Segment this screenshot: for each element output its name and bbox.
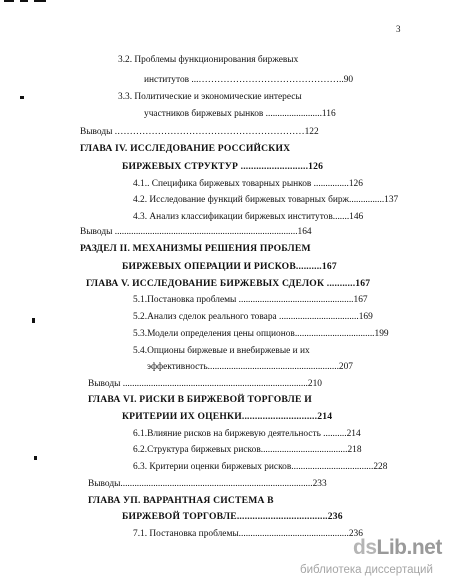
scan-mark — [20, 96, 24, 99]
toc-entry: Выводы..................................................................................233 — [88, 479, 327, 489]
toc-entry: 6.1.Влияние рисков на биржевую деятельность ..........214 — [133, 429, 361, 439]
toc-entry: 5.1.Постановка проблемы .................................................167 — [133, 295, 368, 305]
watermark-logo-suffix: Lib.net — [376, 536, 442, 559]
toc-heading: КРИТЕРИИ ИХ ОЦЕНКИ.............................214 — [122, 411, 333, 422]
scan-artifact — [0, 0, 60, 3]
toc-heading: БИРЖЕВЫХ СТРУКТУР ..........................126 — [122, 161, 324, 172]
watermark-logo-prefix: ds — [353, 536, 377, 559]
toc-entry: 5.4.Опционы биржевые и внебиржевые и их — [133, 346, 310, 356]
watermark-logo — [353, 536, 442, 560]
toc-entry: 6.3. Критерии оценки биржевых рисков...................................228 — [133, 462, 388, 472]
toc-heading: ГЛАВА VI. РИСКИ В БИРЖЕВОЙ ТОРГОВЛЕ И — [88, 394, 312, 405]
toc-heading: БИРЖЕВОЙ ТОРГОВЛЕ...................................236 — [122, 511, 343, 522]
toc-entry: 5.2.Анализ сделок реального товара ..................................169 — [133, 312, 373, 322]
toc-entry: 4.3. Анализ классификации биржевых институтов.......146 — [133, 212, 364, 222]
toc-entry: 5.3.Модели определения цены опционов..................................199 — [133, 329, 389, 339]
toc-heading: ГЛАВА IV. ИССЛЕДОВАНИЕ РОССИЙСКИХ — [80, 143, 291, 154]
scan-mark — [32, 318, 35, 323]
toc-entry: институтов ...………………………………………..90 — [144, 75, 354, 85]
toc-entry: 4.2. Исследование функций биржевых товарных бирж...............137 — [133, 195, 399, 205]
toc-heading: ГЛАВА УП. ВАРРАНТНАЯ СИСТЕМА В — [88, 495, 274, 506]
watermark — [300, 536, 450, 582]
page-number: 3 — [396, 24, 401, 34]
scan-mark — [34, 456, 37, 460]
toc-entry: 6.2.Структура биржевых рисков.....................................218 — [133, 445, 362, 455]
toc-entry: 3.2. Проблемы функционирования биржевых — [118, 55, 299, 65]
toc-entry: 3.3. Политические и экономические интересы — [118, 92, 302, 102]
toc-entry: Выводы .……………………………………………………122 — [80, 127, 319, 137]
toc-entry: 4.1.. Специфика биржевых товарных рынков ...............126 — [133, 179, 363, 189]
toc-entry: Выводы ...............................................................................210 — [88, 379, 322, 389]
watermark-subtitle: библиотека диссертаций — [300, 564, 433, 576]
toc-heading: РАЗДЕЛ II. МЕХАНИЗМЫ РЕШЕНИЯ ПРОБЛЕМ — [80, 243, 311, 254]
toc-entry: участников биржевых рынков ........................116 — [144, 109, 336, 119]
toc-entry: эффективность........................................................207 — [147, 362, 353, 372]
toc-entry: Выводы ..............................................................................164 — [80, 227, 312, 237]
toc-entry: 7.1. Постановка проблемы...............................................236 — [133, 529, 363, 539]
toc-heading: БИРЖЕВЫХ ОПЕРАЦИИ И РИСКОВ..........167 — [122, 261, 337, 272]
toc-heading: ГЛАВА V. ИССЛЕДОВАНИЕ БИРЖЕВЫХ СДЕЛОК ...........167 — [86, 278, 371, 289]
